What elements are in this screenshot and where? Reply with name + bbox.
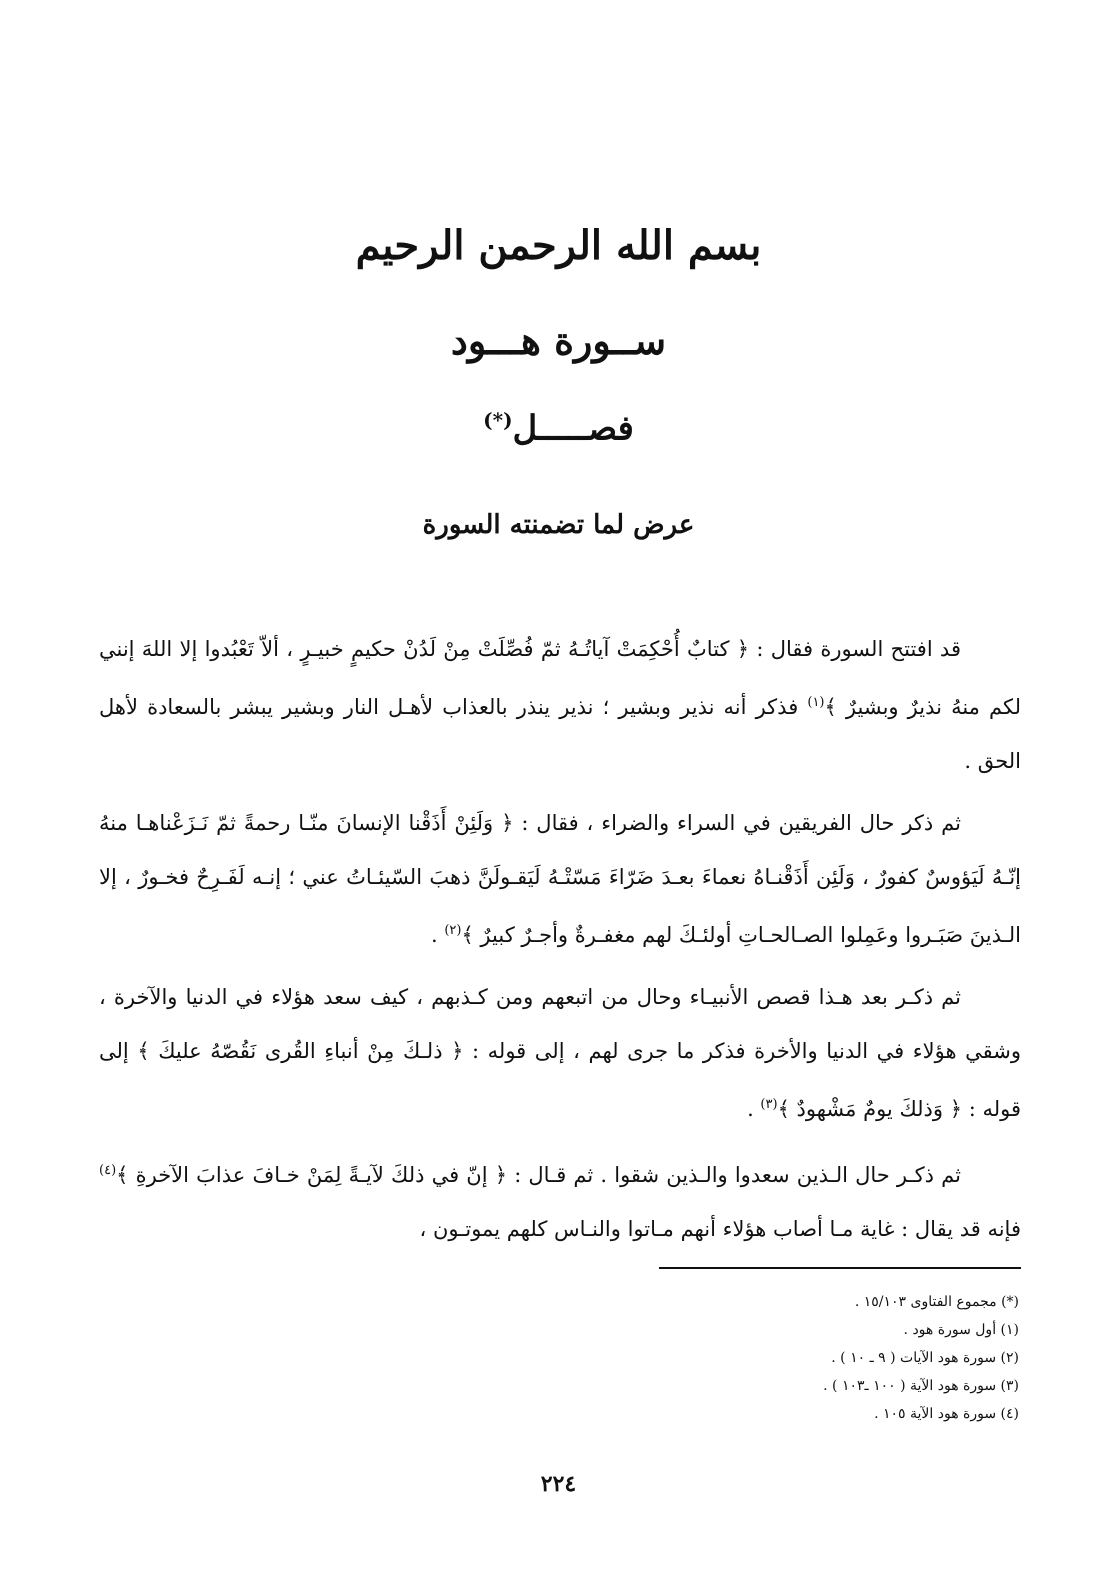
footnote: (٤) سورة هود الآية ١٠٥ . — [874, 1406, 1019, 1422]
footnote: (٣) سورة هود الآية ( ١٠٠ ـ١٠٣ ) . — [823, 1378, 1019, 1394]
footnote: (١) أول سورة هود . — [903, 1322, 1019, 1338]
paragraph-tail: فإنه قد يقال : غاية مـا أصاب هؤلاء أنهم مـاتوا والنـاس كلهم يموتـون ، — [419, 1217, 1021, 1241]
footnote-ref: (٢) — [444, 923, 462, 938]
paragraph-tail: فذكر أنه نذير وبشير ؛ نذير ينذر بالعذاب لأهـل النار وبشير يبشر بالسعادة لأهل الحق . — [99, 695, 1021, 773]
paragraph-tail: . — [430, 923, 445, 947]
paragraph-text: ثم ذكـر حال الـذين سعدوا والـذين شقوا . ثم قـال : ﴿ إنّ في ذلكَ لآيـةً لِمَنْ خـافَ عذابَ الآخرةِ ﴾ — [116, 1163, 961, 1187]
paragraph-text: ثم ذكـر بعد هـذا قصص الأنبيـاء وحال من اتبعهم ومن كـذبهم ، كيف سعد هؤلاء في الدنيا والآخرة ، وشقي هؤلاء في الدنيا والأخرة فذكر ما جرى لهم ، إلى قوله : ﴿ ذلـكَ مِنْ أنباءِ القُرى نَقُصّهُ عليكَ ﴾ إلى قوله : ﴿ وَذلكَ يومٌ مَشْهودٌ ﴾ — [99, 985, 1021, 1121]
section-title — [0, 408, 1117, 448]
surah-title: ســورة هـــود — [450, 318, 667, 363]
footnote-ref: (١) — [807, 695, 825, 710]
footnote-ref: (٤) — [99, 1163, 117, 1178]
body-text — [99, 622, 1021, 1264]
paragraph-text: قد افتتح السورة فقال : ﴿ كتابٌ أُحْكِمَتْ آياتُـهُ ثمّ فُصِّلَتْ مِنْ لَدُنْ حكيمٍ خبيـرٍ ، ألاّ تَعْبُدوا إلا اللهَ إنني لكم منهُ نذيرٌ وبشيرٌ ﴾ — [99, 637, 1022, 719]
paragraph — [99, 1144, 1021, 1256]
paragraph — [99, 622, 1021, 788]
section-title-text: فصـــــل — [512, 408, 634, 449]
paragraph — [99, 796, 1021, 962]
page-number: ٢٢٤ — [540, 1471, 577, 1497]
footnote: (*) مجموع الفتاوى ١٥/١٠٣ . — [854, 1294, 1019, 1310]
paragraph-tail: . — [747, 1097, 761, 1121]
section-subtitle: عرض لما تضمنته السورة — [422, 510, 695, 540]
paragraph-text: ثم ذكر حال الفريقين في السراء والضراء ، فقال : ﴿ وَلَئِنْ أَذَقْنا الإنسانَ منّـا رحمةً ثمّ نَـزَعْناهـا منهُ إنّـهُ لَيَؤوسٌ كفورٌ ، وَلَئِن أَذَقْنـاهُ نعماءَ بعـدَ ضَرّاءَ مَسّتْـهُ لَيَقـولَنَّ ذهبَ السّيئـاتُ عني ؛ إنـه لَفَـرِحٌ فخـورٌ ، إلا الـذينَ صَبَـروا وعَمِلوا الصـالحـاتِ أولئـكَ لهم مغفـرةٌ وأجـرٌ كبيرٌ ﴾ — [99, 811, 1021, 947]
footnote-divider — [659, 1267, 1021, 1269]
paragraph — [99, 970, 1021, 1136]
footnotes — [99, 1288, 1019, 1428]
basmala-heading: بسم الله الرحمن الرحيم — [355, 222, 762, 269]
footnote-ref: (٣) — [760, 1097, 778, 1112]
footnote: (٢) سورة هود الآيات ( ٩ ـ ١٠ ) . — [831, 1350, 1019, 1366]
section-footnote-marker: (*) — [483, 408, 513, 432]
